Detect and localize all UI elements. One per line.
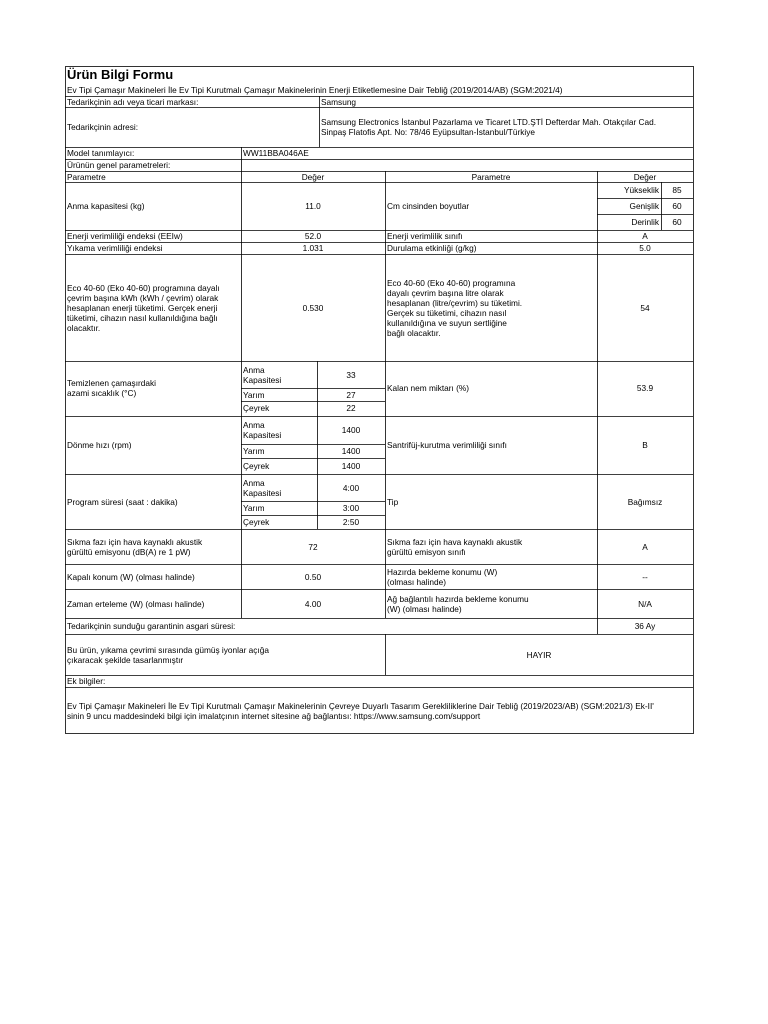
spin-rated-value: 1400 xyxy=(341,425,361,435)
temperature-rated-value: 33 xyxy=(346,369,356,380)
duration-rated-label: Anma Kapasitesi xyxy=(243,477,282,498)
silver-ions-label: Bu ürün, yıkama çevrimi sırasında gümüş iyonlar açığa çıkaracak şekilde tasarlanmıştır xyxy=(67,644,269,665)
program-duration-label: Program süresi (saat : dakika) xyxy=(67,496,178,507)
supplier-name-value: Samsung xyxy=(321,96,357,107)
noise-class-label: Sıkma fazı için hava kaynaklı akustik gürültü emisyon sınıfı xyxy=(387,536,523,557)
networked-standby-label: Ağ bağlantılı hazırda bekleme konumu (W) (olması halinde) xyxy=(387,593,529,614)
rated-capacity-label: Anma kapasitesi (kg) xyxy=(67,201,145,211)
temperature-quarter-label: Çeyrek xyxy=(243,403,270,413)
param-header-right: Parametre xyxy=(471,171,511,182)
washing-index-value: 1.031 xyxy=(302,243,324,253)
width-label: Genişlik xyxy=(629,201,659,211)
noise-label: Sıkma fazı için hava kaynaklı akustik gürültü emisyonu (dB(A) re 1 pW) xyxy=(67,536,203,557)
temperature-rated-label: Anma Kapasitesi xyxy=(243,364,282,385)
spin-half-value: 1400 xyxy=(341,446,361,456)
type-label: Tip xyxy=(387,496,399,507)
silver-ions-value: HAYIR xyxy=(526,649,552,660)
guarantee-value: 36 Ay xyxy=(634,621,656,631)
duration-half-value: 3:00 xyxy=(342,503,360,513)
moisture-label: Kalan nem miktarı (%) xyxy=(387,383,470,393)
spin-quarter-value: 1400 xyxy=(341,460,361,471)
supplier-name-label: Tedarikçinin adı veya ticari markası: xyxy=(67,96,199,107)
duration-quarter-label: Çeyrek xyxy=(243,517,270,527)
networked-standby-value: N/A xyxy=(638,598,652,609)
additional-info-text: Ev Tipi Çamaşır Makineleri İle Ev Tipi Kurutmalı Çamaşır Makinelerinin Çevreye Duyarlı Tasarım Gerekliliklerine Dair Tebliğ (2019/2023/AB) (SGM:2021/3) Ek-II' sinin 9 uncu maddesindeki bilgi için imalatçının internet sitesine ağ bağlantısı: https://www.samsung.com/support xyxy=(67,700,654,721)
rated-capacity-value: 11.0 xyxy=(305,201,321,211)
width-value: 60 xyxy=(672,201,682,211)
noise-value: 72 xyxy=(308,541,318,552)
depth-value: 60 xyxy=(672,217,682,227)
eei-value: 52.0 xyxy=(304,231,322,241)
spin-quarter-label: Çeyrek xyxy=(243,460,270,471)
duration-quarter-value: 2:50 xyxy=(342,517,360,527)
off-mode-label: Kapalı konum (W) (olması halinde) xyxy=(67,571,195,582)
guarantee-label: Tedarikçinin sunduğu garantinin asgari süresi: xyxy=(67,621,236,631)
spin-half-label: Yarım xyxy=(243,446,265,456)
dimensions-label: Cm cinsinden boyutlar xyxy=(387,201,470,211)
supplier-address-value: Samsung Electronics İstanbul Pazarlama ve Ticaret LTD.ŞTİ Defterdar Mah. Otakçılar Cad. Sinpaş Flatofis Apt. No: 78/46 Eyüpsultan-İstanbul/Türkiye xyxy=(321,117,657,137)
duration-rated-value: 4:00 xyxy=(342,482,360,493)
temperature-half-value: 27 xyxy=(346,389,356,400)
general-params-label: Ürünün genel parametreleri: xyxy=(67,160,171,170)
height-label: Yükseklik xyxy=(623,185,659,195)
off-mode-value: 0.50 xyxy=(304,571,322,582)
param-header-left: Parametre xyxy=(67,171,106,182)
water-consumption-value: 54 xyxy=(640,302,650,313)
water-consumption-label: Eco 40-60 (Eko 40-60) programına dayalı çevrim başına litre olarak hesaplanan (litre/çevrim) su tüketimi. Gerçek su tüketimi, cihazın nasıl kullanıldığına ve suyun sertliğine bağlı olacaktır. xyxy=(387,277,523,338)
standby-label: Hazırda bekleme konumu (W) (olması halinde) xyxy=(387,566,498,587)
delay-start-value: 4.00 xyxy=(304,598,322,609)
temperature-label: Temizlenen çamaşırdaki azami sıcaklık (°C) xyxy=(67,378,156,398)
supplier-address-label: Tedarikçinin adresi: xyxy=(67,122,139,132)
energy-class-value: A xyxy=(642,231,648,241)
temperature-half-label: Yarım xyxy=(243,389,265,400)
value-header-left: Değer xyxy=(301,171,325,182)
energy-consumption-value: 0.530 xyxy=(302,302,324,313)
eei-label: Enerji verimliliği endeksi (EEIw) xyxy=(67,231,183,241)
energy-class-label: Enerji verimlilik sınıfı xyxy=(387,231,463,241)
type-value: Bağımsız xyxy=(627,496,663,507)
delay-start-label: Zaman erteleme (W) (olması halinde) xyxy=(67,598,205,609)
spin-class-value: B xyxy=(642,439,648,450)
depth-label: Derinlik xyxy=(631,217,659,227)
duration-half-label: Yarım xyxy=(243,503,265,513)
rinsing-value: 5.0 xyxy=(639,243,651,253)
spin-rated-label: Anma Kapasitesi xyxy=(243,420,282,440)
washing-index-label: Yıkama verimliliği endeksi xyxy=(67,243,163,253)
height-value: 85 xyxy=(672,185,682,195)
moisture-value: 53.9 xyxy=(636,383,654,393)
value-header-right: Değer xyxy=(633,171,657,182)
temperature-quarter-value: 22 xyxy=(346,403,356,413)
energy-consumption-label: Eco 40-60 (Eko 40-60) programına dayalı çevrim başına kWh (kWh / çevrim) olarak hesaplanan enerji tüketimi. Gerçek enerji tüketimi, cihazın nasıl kullanıldığına bağlı olacaktır. xyxy=(67,282,220,333)
standby-value: -- xyxy=(642,571,648,582)
model-label: Model tanımlayıcı: xyxy=(67,148,135,158)
spin-class-label: Santrifüj-kurutma verimliliği sınıfı xyxy=(387,439,507,450)
additional-info-label: Ek bilgiler: xyxy=(67,676,106,686)
page-title: Ürün Bilgi Formu xyxy=(67,67,174,82)
rinsing-label: Durulama etkinliği (g/kg) xyxy=(387,243,477,253)
noise-class-value: A xyxy=(642,541,648,552)
spin-speed-label: Dönme hızı (rpm) xyxy=(67,439,132,450)
model-value: WW11BBA046AE xyxy=(243,148,309,158)
regulation-text: Ev Tipi Çamaşır Makineleri İle Ev Tipi Kurutmalı Çamaşır Makinelerinin Enerji Etiketlemesine Dair Tebliğ (2019/2014/AB) (SGM:2021/4) xyxy=(67,85,563,95)
